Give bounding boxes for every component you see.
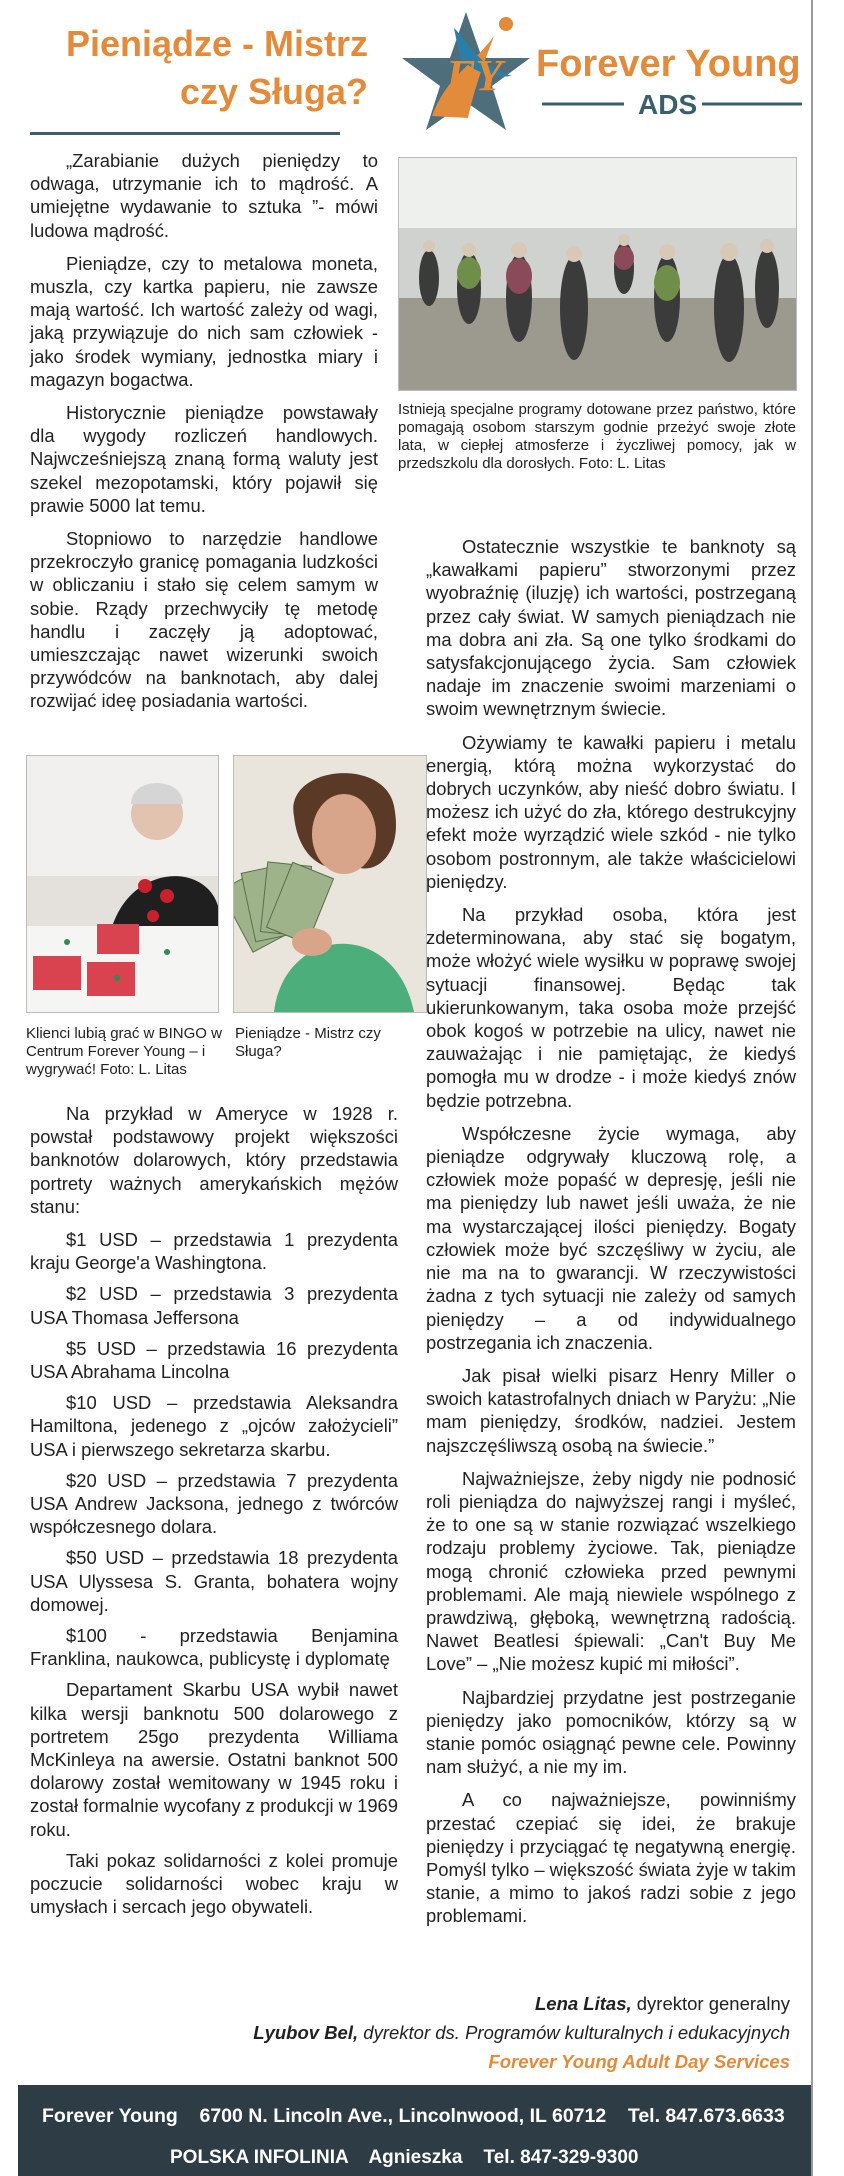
signature-line-2 <box>253 2018 790 2047</box>
title-underline <box>30 132 340 135</box>
dance-photo <box>398 157 797 391</box>
paragraph: Taki pokaz solidarności z kolei promuje poczucie solidarności wobec kraju w umysłach i sercach jego obywateli. <box>30 1849 398 1918</box>
footer-bar <box>18 2085 811 2176</box>
paragraph: Departament Skarbu USA wybił nawet kilka wersji banknotu 500 dolarowego z portretem 25go prezydenta Williama McKinleya na awersie. Ostatni banknot 500 dolarowy został wemitowany w 1945 roku i został formalnie wycofany z produkcji w 1969 roku. <box>30 1679 398 1840</box>
paragraph: Historycznie pieniądze powstawały dla wygody rozliczeń handlowych. Najwcześniejszą znaną formą waluty jest szekel mezopotamski, który pojawił się prawie 5000 lat temu. <box>30 402 378 516</box>
signature-name-2: Lyubov Bel, <box>253 2022 359 2043</box>
money-caption: Pieniądze - Mistrz czy Sługa? <box>235 1025 381 1060</box>
signature-name-1: Lena Litas, <box>534 1993 632 2014</box>
right-column <box>426 535 796 1938</box>
right-border-line <box>811 0 813 2176</box>
forever-young-logo <box>402 6 812 131</box>
logo-main-text: Forever Young <box>536 43 801 85</box>
signature-role-1: dyrektor generalny <box>631 1993 790 2014</box>
left-column-top <box>30 149 378 723</box>
logo-sub-text: ADS <box>638 89 698 120</box>
paragraph: Ożywiamy te kawałki papieru i metalu energią, którą można wykorzystać do dobrych uczynków, aby nieść dobro światu. I możesz ich użyć do zła, którego destrukcyjny efekt może wyrządzić wiele szkód - nie tylko osobom postronnym, ale także właścicielowi pieniędzy. <box>426 731 796 892</box>
signature-block <box>253 1989 790 2076</box>
paragraph: Jak pisał wielki pisarz Henry Miller o swoich katastrofalnych dniach w Paryżu: „Nie mam pieniędzy, środków, nadziei. Jestem najszczęśliwszą osobą na świecie.” <box>426 1364 796 1456</box>
article-title <box>66 20 368 116</box>
title-line-2: czy Sługa? <box>179 71 368 112</box>
logo-letters: FY <box>446 51 503 100</box>
logo-figure-head-icon <box>499 17 513 31</box>
signature-organization: Forever Young Adult Day Services <box>488 2051 790 2072</box>
paragraph: Współczesne życie wymaga, aby pieniądze odgrywały kluczową rolę, a człowiek może popaść w depresję, jeśli nie ma pieniędzy lub nawet jeśli uważa, że nie ma wystarczającej ilości pieniędzy. Bogaty człowiek może być szczęśliwy w życiu, ale nie ma na to gwarancji. W rzeczywistości żadna z tych sytuacji nie zależy od samych pieniędzy – a od indywidualnego postrzegania ich znaczenia. <box>426 1122 796 1353</box>
left-column-bottom <box>30 1102 398 1927</box>
paragraph: Ostatecznie wszystkie te banknoty są „kawałkami papieru” stworzonymi przez wyobraźnię (iluzję) ich wartości, postrzeganą przez cały świat. W samych pieniądzach nie ma dobra ani zła. Są one tylko środkami do satysfakcjonującego życia. Sam człowiek nadaje im znaczenie swoimi marzeniami o swoim wewnętrznym świecie. <box>426 536 796 720</box>
paragraph: $5 USD – przedstawia 16 prezydenta USA Abrahama Lincolna <box>30 1337 398 1383</box>
paragraph: $2 USD – przedstawia 3 prezydenta USA Thomasa Jeffersona <box>30 1283 398 1328</box>
paragraph: „Zarabianie dużych pieniędzy to odwaga, utrzymanie ich to mądrość. A umiejętne wydawanie to sztuka ”- mówi ludowa mądrość. <box>30 150 378 241</box>
paragraph: Pieniądze, czy to metalowa moneta, muszla, czy kartka papieru, nie zawsze mają wartość. Ich wartość zależy od wagi, jaką przywiązuje do nich sam człowiek - jako środek wymiany, jednostka miary i magazyn bogactwa. <box>30 252 378 390</box>
signature-line-1 <box>253 1989 790 2018</box>
footer-contact-line: Forever Young 6700 N. Lincoln Ave., Lincolnwood, IL 60712 Tel. 847.673.6633 <box>42 2105 785 2127</box>
paragraph: Stopniowo to narzędzie handlowe przekroczyło granicę pomagania ludzkości w obliczaniu i stało się celem samym w sobie. Rządy przechwyciły tę metodę handlu i zaczęły ją adoptować, umieszczając nawet wizerunki swoich przywódców na banknotach, aby dalej rozwijać ideę posiadania wartości. <box>30 528 378 712</box>
dance-caption: Istnieją specjalne programy dotowane przez państwo, które pomagają osobom starszym godnie przeżyć swoje złote lata, w ciepłej atmosferze i życzliwej pomocy, jak w przedszkolu dla dorosłych. Foto: L. Litas <box>398 401 796 472</box>
money-photo <box>233 755 427 1013</box>
title-line-1: Pieniądze - Mistrz <box>65 23 368 64</box>
paragraph: $100 - przedstawia Benjamina Franklina, naukowca, publicystę i dyplomatę <box>30 1625 398 1670</box>
paragraph: $1 USD – przedstawia 1 prezydenta kraju George'a Washingtona. <box>30 1229 398 1274</box>
paragraph: Najważniejsze, żeby nigdy nie podnosić roli pieniądza do najwyższej rangi i myśleć, że to one są w stanie rozwiązać wszelkiego rodzaju problemy życiowe. Tak, pieniądze mogą chronić człowieka przed pewnymi problemami. Ale mają niewiele wspólnego z prawdziwą, głęboką, wewnętrzną radością. Nawet Beatlesi śpiewali: „Can't Buy Me Love” – „Nie możesz kupić mi miłości”. <box>426 1467 796 1675</box>
paragraph: Na przykład osoba, która jest zdeterminowana, aby stać się bogatym, może włożyć wiele wysiłku w poprawę swojej sytuacji finansowej. Będąc tak ukierunkowanym, taka osoba może przejść obok kogoś w potrzebie na ulicy, nawet nie zauważając i nie pamiętając, że kiedyś pomogła mu w drodze - i może kiedyś znów będzie potrzebna. <box>426 904 796 1111</box>
paragraph: A co najważniejsze, powinniśmy przestać czepiać się idei, że brakuje pieniędzy i przyciągać tę negatywną energię. Pomyśl tylko – większość świata żyje w takim stanie, a mimo to jakoś radzi sobie z jego problemami. <box>426 1789 796 1927</box>
paragraph: $10 USD – przedstawia Aleksandra Hamiltona, jedenego z „ojców założycieli” USA i pierwszego sekretarza skarbu. <box>30 1392 398 1460</box>
paragraph: Najbardziej przydatne jest postrzeganie pieniędzy jako pomocników, którzy są w stanie pomóc osiągnąć pewne cele. Powinny nam służyć, a nie my im. <box>426 1686 796 1778</box>
paragraph: $20 USD – przedstawia 7 prezydenta USA Andrew Jacksona, jednego z twórców współczesnego dolara. <box>30 1469 398 1538</box>
paragraph: $50 USD – przedstawia 18 prezydenta USA Ulyssesa S. Granta, bohatera wojny domowej. <box>30 1547 398 1615</box>
paragraph: Na przykład w Ameryce w 1928 r. powstał podstawowy projekt większości banknotów dolarowych, który przedstawia portrety ważnych amerykańskich mężów stanu: <box>30 1103 398 1217</box>
bingo-caption: Klienci lubią grać w BINGO w Centrum Forever Young – i wygrywać! Foto: L. Litas <box>26 1025 222 1078</box>
signature-role-2: dyrektor ds. Programów kulturalnych i edukacyjnych <box>358 2022 790 2043</box>
footer-infoline: POLSKA INFOLINIA Agnieszka Tel. 847-329-9300 <box>170 2147 639 2168</box>
bingo-photo <box>26 755 219 1013</box>
